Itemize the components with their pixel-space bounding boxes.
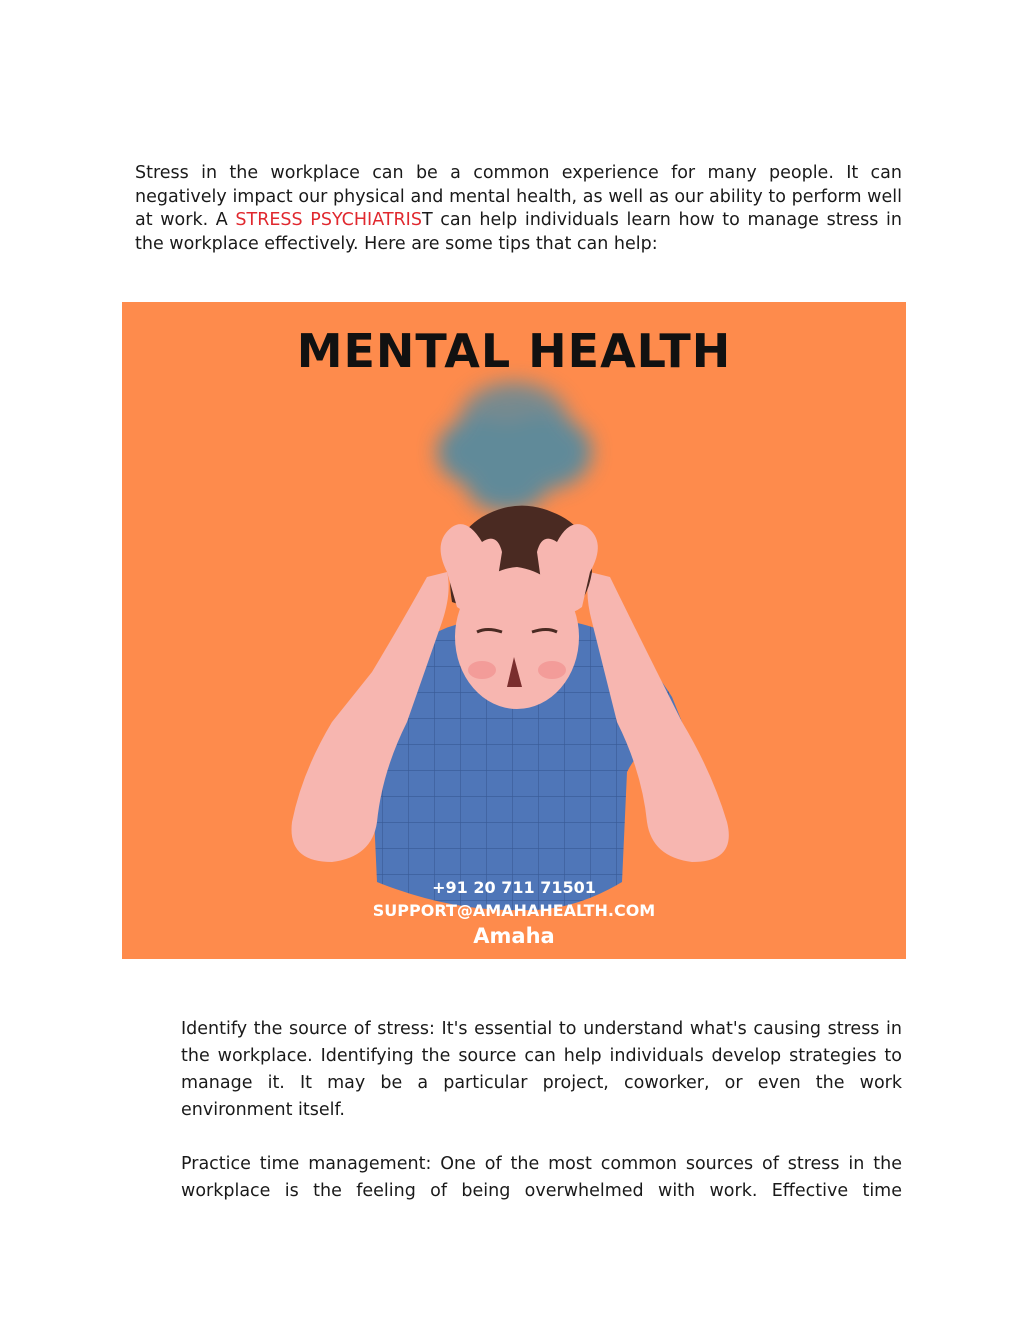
intro-text-after: T can help individuals learn how to manage stress in the workplace effectively. Here are some tips that can help: — [135, 210, 902, 254]
tip-time-management: Practice time management: One of the most common sources of stress in the workplace is the feeling of being overwhelmed with work. Effective time — [181, 1154, 902, 1201]
intro-paragraph — [135, 162, 902, 256]
image-title: MENTAL HEALTH — [296, 324, 732, 378]
contact-email: SUPPORT@AMAHAHEALTH.COM — [372, 901, 656, 920]
stress-psychiatrist-link[interactable]: STRESS PSYCHIATRIS — [235, 210, 422, 230]
tip-identify-source: Identify the source of stress: It's essential to understand what's causing stress in the workplace. Identifying the source can help individuals develop strategies to manage it. It may be a particular project, coworker, or even the work environment itself. — [181, 1019, 902, 1120]
stressed-person-illustration — [122, 302, 906, 959]
stress-cloud — [437, 382, 592, 512]
brand-name: Amaha — [473, 924, 555, 948]
mental-health-illustration — [122, 302, 906, 959]
intro-text-before: Stress in the workplace can be a common experience for many people. It can negatively impact our physical and mental health, as well as our ability to perform well at work. A — [135, 163, 902, 230]
contact-phone: +91 20 711 71501 — [432, 878, 596, 897]
